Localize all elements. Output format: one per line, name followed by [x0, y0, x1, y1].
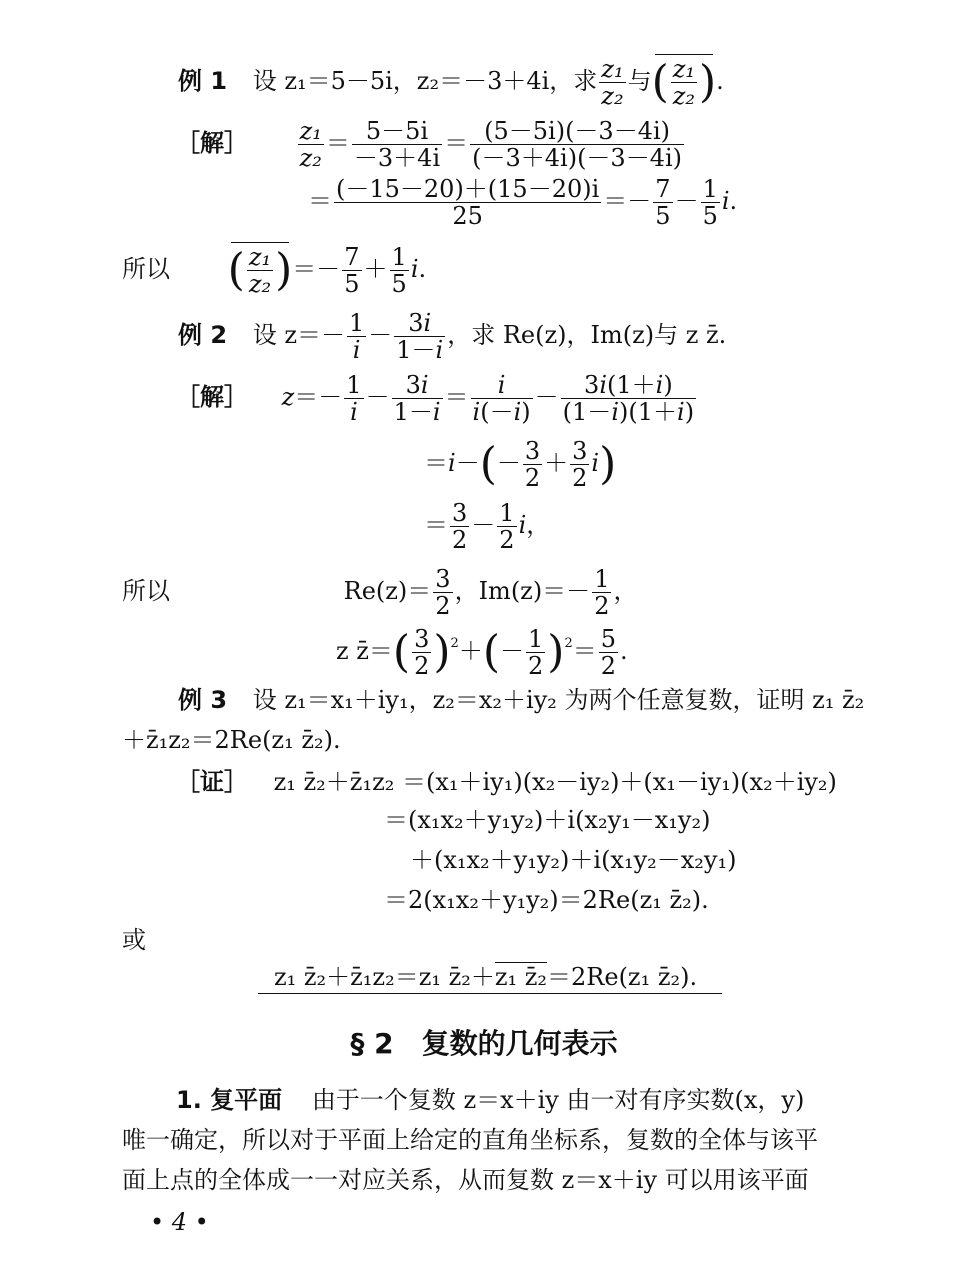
conj-line: z z̄＝ — [336, 637, 393, 665]
example-1-step-2: ＝ $\frac{(-15-20)+(15-20)i}{25}$ ＝－ $\frac{7}{5}$ － $\frac{1}{5}$ i. — [308, 175, 738, 230]
solution-label-2: ［解］ — [176, 383, 248, 411]
alt-line-b-conjugate: z₁ z̄₂ — [494, 963, 548, 991]
example-2-step-2: ＝i－(－ $\frac{3}{2}$ ＋ $\frac{3}{2}$ i) — [424, 437, 617, 492]
example-2-solution-line: ［解］ z＝－ $\frac{1}{i}$ － $\frac{3i}{1-i}$ ＝ $\frac{i}{i(-i)}$ － $\frac{3i(1+i)}{(1-i)(1+i)}$ — [176, 371, 695, 426]
proof-line-1 — [176, 768, 837, 796]
or-label: 或 — [122, 926, 146, 954]
proof-line-4: ＝2(x₁x₂＋y₁y₂)＝2Re(z₁ z̄₂). — [384, 886, 709, 914]
im-line: ，Im(z)＝－ — [454, 577, 591, 605]
example-3-prompt-line-2: ＋z̄₁z₂＝2Re(z₁ z̄₂). — [122, 726, 341, 754]
page-number: • 4 • — [150, 1208, 209, 1236]
example-1-line: 例 1 设 z₁＝5－5i，z₂＝－3＋4i，求 $\frac{\text{z₁}}{\text{z₂}}$ 与 ( $\frac{\text{z₁}}{\text{z₂}}$ ). — [178, 55, 724, 110]
example-1-label: 例 1 — [178, 67, 228, 95]
example-2-line: 例 2 设 z＝－ $\frac{1}{i}$ － $\frac{3i}{1-i}$ ，求 Re(z)，Im(z)与 z z̄. — [178, 309, 727, 364]
proof-line-3: ＋(x₁x₂＋y₁y₂)＋i(x₁y₂－x₂y₁) — [410, 846, 737, 874]
proof-line-1-text: z₁ z̄₂＋z̄₁z₂ ＝(x₁＋iy₁)(x₂－iy₂)＋(x₁－iy₁)(x₂＋iy₂) — [273, 768, 837, 796]
example-1-result: 所以 ( $\frac{\text{z₁}}{\text{z₂}}$ )＝－ $\frac{7}{5}$ ＋ $\frac{1}{5}$ i. — [122, 243, 427, 298]
conjugate-fraction: ( $\frac{\text{z₁}}{\text{z₂}}$ ) — [651, 55, 717, 110]
paragraph-line-3: 面上点的全体成一一对应关系，从而复数 z＝x＋iy 可以用该平面 — [122, 1166, 809, 1194]
example-1-prompt: 设 z₁＝5－5i，z₂＝－3＋4i，求 — [252, 67, 598, 95]
example-2-step-3: ＝ $\frac{3}{2}$ － $\frac{1}{2}$ i， — [424, 499, 551, 554]
fraction-z1-z2: $\frac{\text{z₁}}{\text{z₂}}$ — [601, 55, 624, 110]
example-2-prompt-end: ，求 Re(z)，Im(z)与 z z̄. — [447, 321, 727, 349]
alternative-line — [274, 962, 697, 991]
alt-line-a: z₁ z̄₂＋z̄₁z₂＝z₁ z̄₂＋ — [274, 963, 495, 991]
example-1-prompt-tail: 与 — [627, 67, 652, 95]
so-label: 所以 — [122, 255, 170, 283]
example-2-label: 例 2 — [178, 321, 228, 349]
example-2-result: 所以 Re(z)＝ $\frac{3}{2}$ ，Im(z)＝－ $\frac{1}{2}$ ， — [122, 565, 638, 620]
paragraph-line-2: 唯一确定，所以对于平面上给定的直角坐标系，复数的全体与该平 — [122, 1126, 818, 1154]
proof-label: ［证］ — [176, 768, 248, 796]
section-divider — [258, 993, 722, 994]
fraction-step-c: $\frac{(5-5i)(-3-4i)}{(-3+4i)(-3-4i)}$ — [472, 117, 683, 172]
proof-line-2: ＝(x₁x₂＋y₁y₂)＋i(x₂y₁－x₁y₂) — [384, 806, 711, 834]
so-label-2: 所以 — [122, 577, 170, 605]
example-3-line — [178, 686, 864, 714]
paragraph-line-1 — [176, 1086, 804, 1114]
re-line: Re(z)＝ — [343, 577, 432, 605]
example-3-label: 例 3 — [178, 686, 228, 714]
section-title: § 2 复数的几何表示 — [350, 1027, 618, 1060]
paragraph-heading: 1. 复平面 — [176, 1086, 283, 1114]
example-1-solution-line: ［解］ $\frac{\text{z₁}}{\text{z₂}}$ ＝ $\frac{5-5i}{-3+4i}$ ＝ $\frac{(5-5i)(-3-4i)}{(-3+4i)(-3-4i)}$ — [176, 117, 683, 172]
example-2-prompt-start: 设 z＝－ — [252, 321, 345, 349]
solution-label: ［解］ — [176, 129, 248, 157]
example-2-conj-product: z z̄＝( $\frac{3}{2}$ )$^2$＋(－ $\frac{1}{2}$ )$^2$＝ $\frac{5}{2}$ . — [336, 625, 628, 680]
paragraph-line-1-text: 由于一个复数 z＝x＋iy 由一对有序实数(x，y) — [311, 1086, 805, 1114]
example-3-prompt: 设 z₁＝x₁＋iy₁，z₂＝x₂＋iy₂ 为两个任意复数，证明 z₁ z̄₂ — [252, 686, 865, 714]
fraction-step-2: $\frac{(-15-20)+(15-20)i}{25}$ — [336, 175, 600, 230]
fraction-step-b: $\frac{5-5i}{-3+4i}$ — [353, 117, 441, 172]
alt-line-c: ＝2Re(z₁ z̄₂). — [547, 963, 698, 991]
